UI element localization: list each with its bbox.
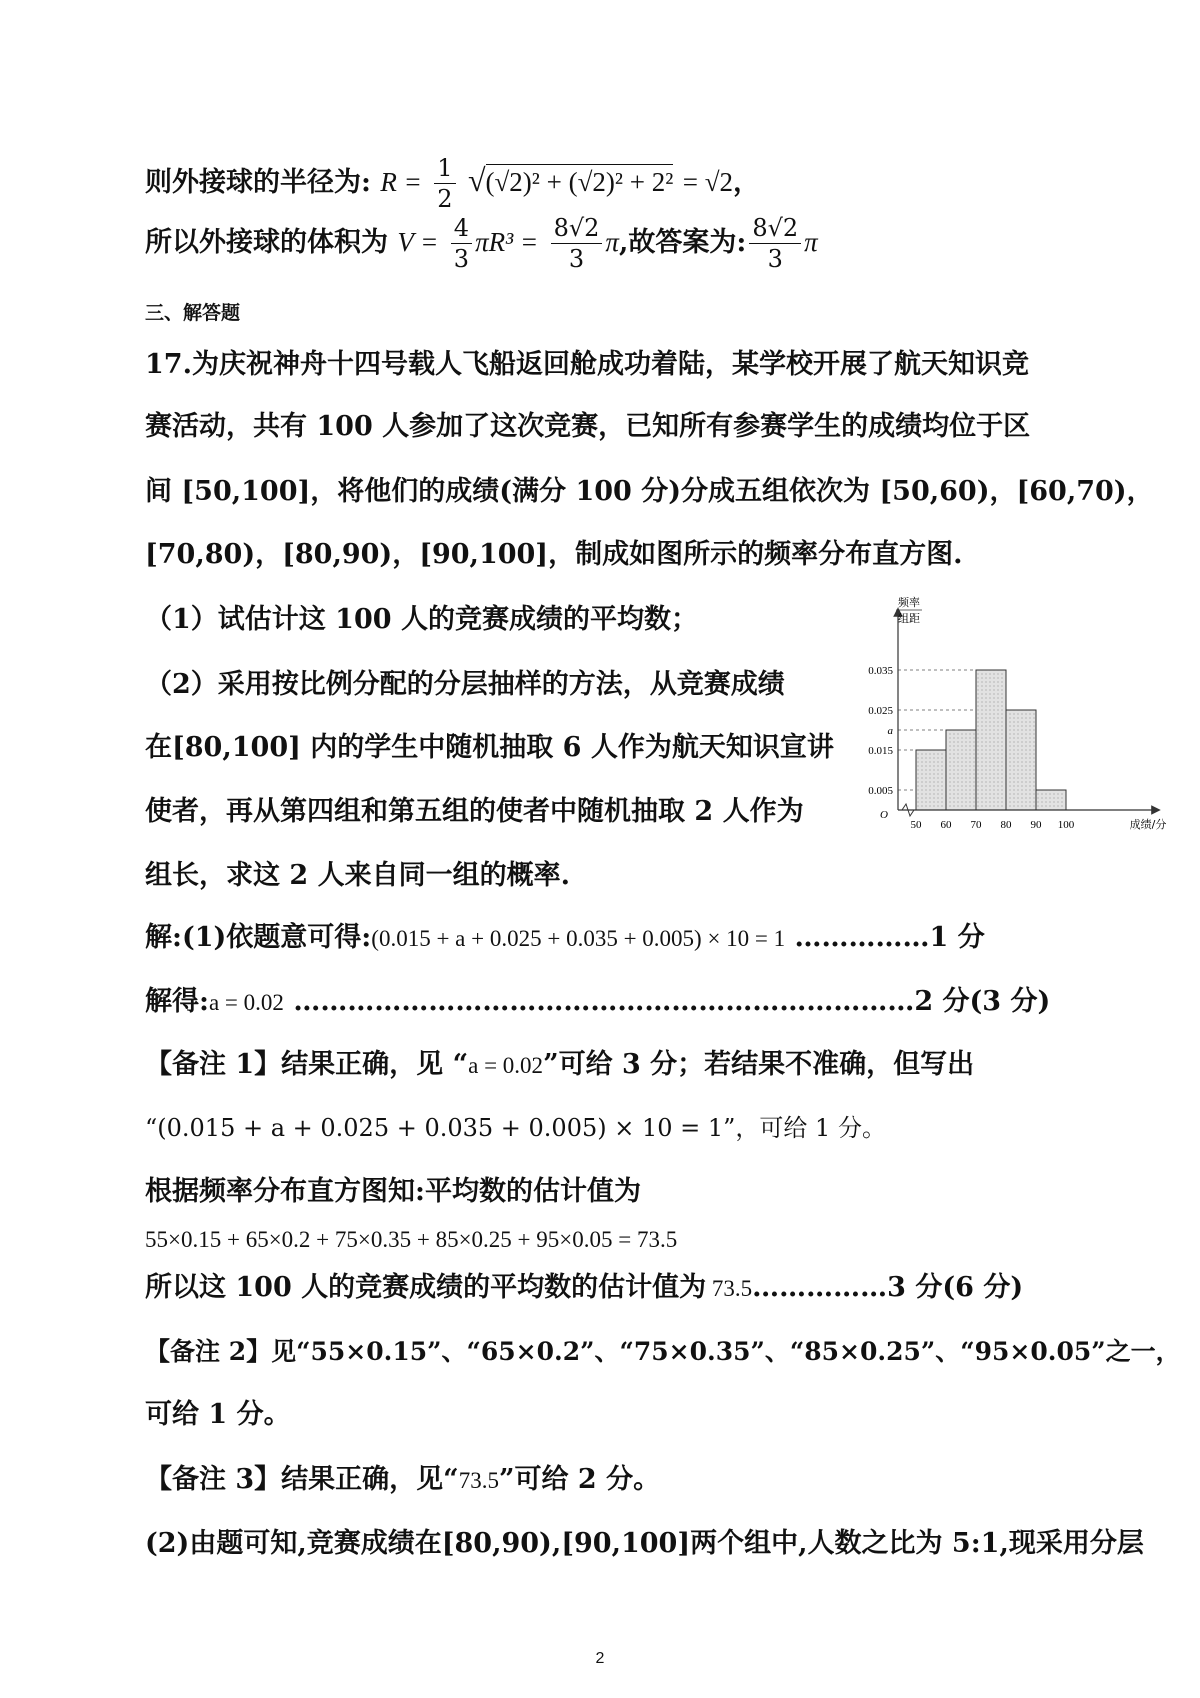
- solution-2-eq: a = 0.02: [208, 990, 284, 1015]
- answer-num: 8√2: [749, 213, 801, 244]
- note-1: [145, 1045, 974, 1086]
- note-3: [145, 1460, 660, 1501]
- radius-radicand: (√2)² + (√2)² + 2²: [486, 164, 674, 197]
- x-tick-label: 90: [1030, 819, 1042, 831]
- solution-2-dots: ……………………………………………………………2 分(3 分): [293, 986, 1051, 1017]
- volume-res-num: 8√2: [551, 213, 603, 244]
- solution-1-eq: (0.015 + a + 0.025 + 0.035 + 0.005) × 10 = 1: [371, 926, 786, 951]
- solution-1-dots: ……………1 分: [794, 922, 985, 953]
- note-1-b: ”可给 3 分；若结果不准确，但写出: [543, 1049, 975, 1080]
- question-1: （1）试估计这 100 人的竞赛成绩的平均数；: [145, 604, 698, 635]
- histogram-bar: [1006, 710, 1036, 810]
- radius-rhs: = √2: [682, 167, 734, 197]
- mean-conclusion: [145, 1268, 1023, 1309]
- question-2-line-4: 组长，求这 2 人来自同一组的概率.: [145, 860, 570, 891]
- volume-frac-num: 4: [451, 213, 472, 244]
- mean-equation: 55×0.15 + 65×0.2 + 75×0.35 + 85×0.25 + 95×0.05 = 73.5: [145, 1227, 678, 1252]
- part-2: (2)由题可知,竞赛成绩在[80,90),[90,100]两个组中,人数之比为 5:1,现采用分层: [145, 1528, 1144, 1559]
- problem-line-3: 间 [50,100]，将他们的成绩(满分 100 分)分成五组依次为 [50,60)，[60,70)，: [145, 476, 1154, 507]
- volume-mid: πR³ =: [475, 227, 539, 257]
- volume-line: [145, 212, 818, 272]
- note-3-a: 【备注 3】结果正确，见“: [145, 1464, 459, 1495]
- note-3-val: 73.5: [458, 1468, 499, 1493]
- volume-result: [551, 213, 603, 274]
- origin-label: O: [880, 809, 888, 821]
- y-tick-label: a: [887, 725, 893, 737]
- radical-sign: √: [467, 162, 486, 198]
- note-2-b: 可给 1 分。: [145, 1399, 291, 1430]
- y-tick-labels: [868, 665, 893, 797]
- note-1-eq: a = 0.02: [468, 1053, 544, 1078]
- note-2: 【备注 2】见“55×0.15”、“65×0.2”、“75×0.35”、“85×0.25”、“95×0.05”之一，: [145, 1337, 1181, 1366]
- mean-conclusion-val: 73.5: [706, 1276, 753, 1301]
- question-2-line-3: 使者，再从第四组和第五组的使者中随机抽取 2 人作为: [145, 796, 804, 827]
- volume-lhs: V =: [397, 227, 439, 257]
- histogram-bar: [1036, 790, 1066, 810]
- mean-conclusion-b: ……………3 分(6 分): [752, 1272, 1024, 1303]
- solution-1: [145, 918, 985, 959]
- x-tick-label: 60: [940, 819, 952, 831]
- problem-line-2: 赛活动，共有 100 人参加了这次竞赛，已知所有参赛学生的成绩均位于区: [145, 411, 1031, 442]
- radius-line: [145, 150, 761, 213]
- radius-half: [434, 153, 455, 214]
- volume-pi: π: [605, 227, 619, 257]
- volume-frac-den: 3: [453, 245, 470, 273]
- question-2-line-1: （2）采用按比例分配的分层抽样的方法，从竞赛成绩: [145, 669, 785, 700]
- histogram-bar: [916, 750, 946, 810]
- section-heading: 三、解答题: [145, 302, 241, 324]
- bars: [916, 670, 1066, 810]
- page-number: 2: [595, 1650, 605, 1667]
- histogram-line: 根据频率分布直方图知:平均数的估计值为: [145, 1176, 641, 1207]
- question-2-line-2: 在[80,100] 内的学生中随机抽取 6 人作为航天知识宣讲: [145, 732, 834, 763]
- problem-line-1: 17.为庆祝神舟十四号载人飞船返回舱成功着陆，某学校开展了航天知识竞: [145, 349, 1029, 380]
- x-tick-labels: [911, 819, 1075, 831]
- y-tick-label: 0.025: [868, 705, 893, 717]
- histogram-bar: [946, 730, 976, 810]
- solution-2: [145, 982, 1050, 1023]
- y-tick-label: 0.015: [868, 745, 893, 757]
- volume-frac: [451, 213, 472, 274]
- solution-2-label: 解得:: [145, 986, 209, 1017]
- y-label-bottom: 组距: [898, 612, 920, 625]
- volume-prefix: 所以外接球的体积为: [145, 227, 388, 258]
- frequency-histogram: [848, 596, 1178, 836]
- answer-pi: π: [804, 227, 818, 257]
- histogram-bar: [976, 670, 1006, 810]
- answer-frac: [749, 213, 801, 274]
- y-tick-label: 0.035: [868, 665, 893, 677]
- answer-den: 3: [767, 245, 783, 273]
- mean-conclusion-a: 所以这 100 人的竞赛成绩的平均数的估计值为: [145, 1272, 707, 1303]
- radius-end: ，: [733, 167, 761, 198]
- answer-prefix: ,故答案为:: [618, 227, 747, 258]
- solution-1-label: 解:(1)依题意可得:: [145, 922, 372, 953]
- radius-half-den: 2: [437, 185, 453, 213]
- note-1-c: “(0.015 + a + 0.025 + 0.035 + 0.005) × 10 = 1”，可给 1 分。: [145, 1114, 886, 1142]
- y-tick-label: 0.005: [868, 785, 893, 797]
- x-tick-label: 80: [1000, 819, 1012, 831]
- x-tick-label: 70: [970, 819, 982, 831]
- x-tick-label: 50: [910, 819, 922, 831]
- x-tick-label: 100: [1057, 819, 1075, 831]
- note-1-a: 【备注 1】结果正确，见 “: [145, 1049, 469, 1080]
- radius-lhs: R =: [380, 167, 422, 197]
- note-3-b: ”可给 2 分。: [498, 1464, 661, 1495]
- radius-half-num: 1: [434, 153, 455, 184]
- volume-res-den: 3: [568, 245, 585, 273]
- x-label: 成绩/分: [1129, 818, 1167, 831]
- problem-line-4: [70,80)，[80,90)，[90,100]，制成如图所示的频率分布直方图.: [145, 539, 963, 570]
- radius-prefix: 则外接球的半径为:: [145, 167, 371, 198]
- y-label-top: 频率: [898, 596, 920, 609]
